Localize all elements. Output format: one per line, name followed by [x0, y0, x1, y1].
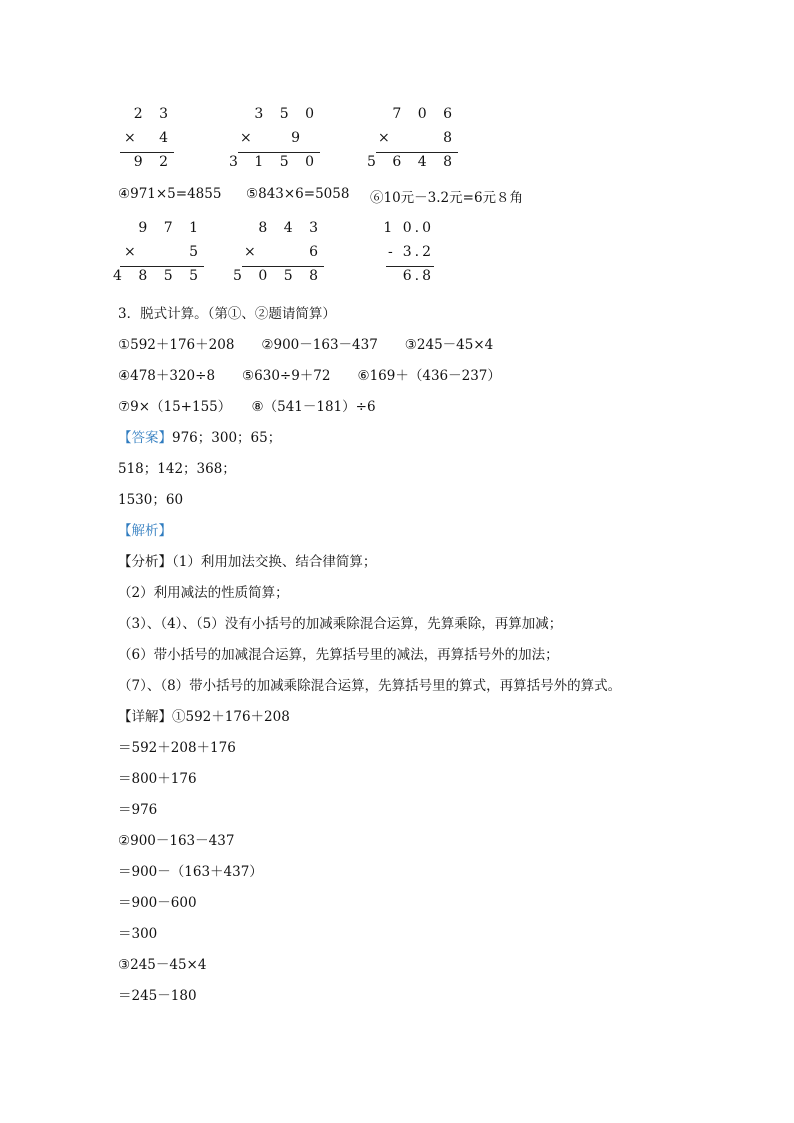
vcalc-multiplicand: 3 5 0	[254, 106, 320, 122]
problem-4: ④971×5=4855	[118, 186, 222, 202]
answer-tag: 【答案】	[118, 430, 172, 446]
section-3-title: 3．脱式计算。（第①、②题请简算）	[118, 306, 336, 322]
vcalc-multiplicand: 9 7 1	[138, 220, 204, 236]
vcalc-rule	[120, 266, 204, 267]
answer-text-1: 976；300；65；	[172, 430, 282, 446]
step-line-2: ＝800＋176	[118, 771, 197, 787]
vcalc-operator: -	[388, 244, 393, 260]
step-line-1: ＝592＋208＋176	[118, 740, 236, 756]
problem-5: ⑤843×6=5058	[246, 186, 350, 202]
step-line-5: ＝900－600	[118, 895, 197, 911]
vertical-calc-2	[229, 106, 320, 174]
vcalc-minuend: 1 0.0	[383, 220, 434, 236]
detail-text-1: ①592＋176＋208	[172, 709, 290, 725]
fenxi-line-1	[118, 550, 376, 570]
vcalc-multiplicand: 7 0 6	[392, 106, 458, 122]
vertical-calc-6	[384, 220, 434, 288]
question-row-3: ⑦9×（15+155） ⑧（541－181）÷6	[118, 399, 376, 415]
vertical-calc-5	[233, 220, 324, 288]
vcalc-multiplier: 5	[189, 244, 204, 260]
vcalc-operator: ×	[240, 130, 252, 146]
step-line-4: ＝900－（163＋437）	[118, 864, 263, 880]
vcalc-rule	[242, 266, 324, 267]
detail-tag: 【详解】	[118, 709, 172, 725]
detail-line-1	[118, 705, 290, 725]
vertical-calc-3	[367, 106, 458, 174]
detail-line-3: ③245－45×4	[118, 957, 207, 973]
vcalc-subtrahend: 3.2	[402, 244, 434, 260]
analysis-tag: 【解析】	[118, 523, 172, 539]
vcalc-result: 6.8	[402, 268, 434, 284]
fenxi-text-1: （1）利用加法交换、结合律简算；	[172, 554, 377, 570]
answer-line-3: 1530；60	[118, 492, 184, 508]
answer-line-1	[118, 426, 281, 446]
fenxi-line-3: （3）、（4）、（5）没有小括号的加减乘除混合运算，先算乘除，再算加减；	[118, 616, 563, 632]
question-row-2: ④478＋320÷8 ⑤630÷9＋72 ⑥169＋（436－237）	[118, 368, 501, 384]
vcalc-multiplier: 4	[159, 130, 174, 146]
vcalc-operator: ×	[124, 130, 136, 146]
vcalc-operator: ×	[378, 130, 390, 146]
fenxi-line-5: （7）、（8）带小括号的加减乘除混合运算，先算括号里的算式，再算括号外的算式。	[118, 678, 622, 694]
vcalc-result: 5 6 4 8	[367, 154, 458, 170]
fenxi-tag: 【分析】	[118, 554, 172, 570]
vcalc-operator: ×	[244, 244, 256, 260]
step-line-6: ＝300	[118, 926, 158, 942]
step-line-7: ＝245－180	[118, 988, 197, 1004]
vcalc-result: 5 0 5 8	[233, 268, 324, 284]
fenxi-line-4: （6）带小括号的加减混合运算，先算括号里的减法，再算括号外的加法；	[118, 647, 559, 663]
vcalc-rule	[386, 266, 434, 267]
vcalc-operator: ×	[124, 244, 136, 260]
step-line-3: ＝976	[118, 802, 158, 818]
vcalc-multiplier: 8	[443, 130, 458, 146]
vcalc-result: 4 8 5 5	[113, 268, 204, 284]
vcalc-rule	[120, 152, 174, 153]
vcalc-multiplier: 6	[309, 244, 324, 260]
vcalc-rule	[376, 152, 458, 153]
problem-6: ⑥10元－3.2元=6元８角	[370, 190, 524, 206]
vertical-calc-4	[113, 220, 204, 288]
detail-line-2: ②900－163－437	[118, 833, 235, 849]
question-row-1: ①592＋176＋208 ②900－163－437 ③245－45×4	[118, 337, 494, 353]
answer-line-2: 518；142；368；	[118, 461, 236, 477]
vcalc-result: 3 1 5 0	[229, 154, 320, 170]
vcalc-result: 9 2	[133, 154, 174, 170]
vcalc-rule	[238, 152, 320, 153]
vcalc-multiplicand: 2 3	[133, 106, 174, 122]
vcalc-multiplicand: 8 4 3	[258, 220, 324, 236]
vcalc-multiplier: 9	[291, 130, 306, 146]
vertical-calc-1	[118, 106, 174, 174]
fenxi-line-2: （2）利用减法的性质简算；	[118, 585, 289, 601]
